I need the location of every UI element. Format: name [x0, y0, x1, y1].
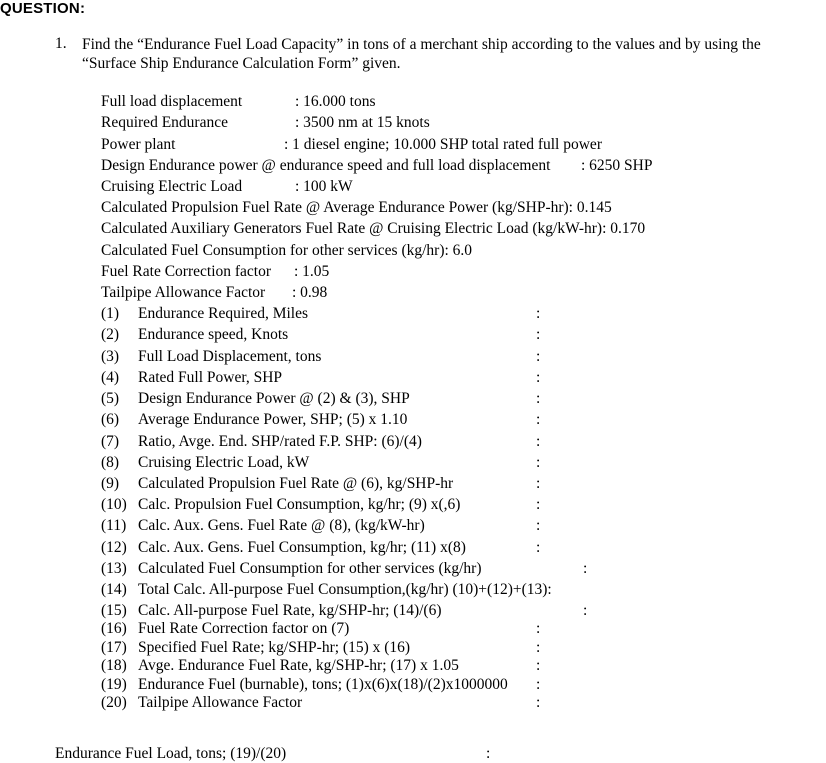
- step-colon: :: [536, 620, 541, 637]
- step-colon: :: [536, 454, 541, 471]
- step-colon: :: [536, 694, 541, 711]
- given-line: Calculated Propulsion Fuel Rate @ Average Endurance Power (kg/SHP-hr): 0.145: [101, 199, 612, 216]
- given-line: Calculated Fuel Consumption for other services (kg/hr): 6.0: [101, 242, 473, 259]
- step-text: Total Calc. All-purpose Fuel Consumption,(kg/hr) (10)+(12)+(13):: [138, 581, 552, 598]
- step-text: Specified Fuel Rate; kg/SHP-hr; (15) x (16): [138, 639, 411, 656]
- step-text: Calc. Aux. Gens. Fuel Consumption, kg/hr; (11) x(8): [138, 539, 466, 556]
- given-value: : 100 kW: [295, 178, 353, 195]
- step-number: (19): [101, 676, 127, 693]
- step-number: (20): [101, 694, 127, 711]
- step-number: (17): [101, 639, 127, 656]
- step-colon: :: [536, 390, 541, 407]
- final-text: Endurance Fuel Load, tons; (19)/(20): [55, 745, 287, 762]
- step-text: Endurance Required, Miles: [138, 305, 309, 322]
- given-label: Power plant: [101, 136, 176, 153]
- step-number: (3): [101, 348, 120, 365]
- given-label: Design Endurance power @ endurance speed and full load displacement: [101, 157, 551, 174]
- step-number: (4): [101, 369, 120, 386]
- step-number: (9): [101, 475, 120, 492]
- given-label: Fuel Rate Correction factor: [101, 263, 272, 280]
- question-text: Find the “Endurance Fuel Load Capacity” in tons of a merchant ship according to the values and by using the “Surface Ship Endurance Calculation Form” given.: [82, 36, 761, 72]
- step-colon: :: [536, 411, 541, 428]
- step-text: Rated Full Power, SHP: [138, 369, 283, 386]
- step-colon: :: [583, 560, 588, 577]
- step-number: (16): [101, 620, 127, 637]
- step-number: (6): [101, 411, 120, 428]
- given-value: : 0.98: [292, 284, 328, 301]
- step-colon: :: [536, 305, 541, 322]
- given-label: Full load displacement: [101, 93, 243, 110]
- step-text: Calc. All-purpose Fuel Rate, kg/SHP-hr; (14)/(6): [138, 602, 442, 619]
- step-colon: :: [536, 475, 541, 492]
- step-number: (2): [101, 326, 120, 343]
- step-number: (12): [101, 539, 127, 556]
- given-value: : 1 diesel engine; 10.000 SHP total rated full power: [284, 136, 602, 153]
- step-number: (1): [101, 305, 120, 322]
- step-text: Calculated Fuel Consumption for other services (kg/hr): [138, 560, 482, 577]
- step-text: Cruising Electric Load, kW: [138, 454, 310, 471]
- step-number: (11): [101, 517, 127, 534]
- step-text: Tailpipe Allowance Factor: [138, 694, 303, 711]
- step-number: (5): [101, 390, 120, 407]
- step-text: Average Endurance Power, SHP; (5) x 1.10: [138, 411, 408, 428]
- step-text: Avge. Endurance Fuel Rate, kg/SHP-hr; (17) x 1.05: [138, 657, 459, 674]
- step-colon: :: [536, 496, 541, 513]
- step-number: (8): [101, 454, 120, 471]
- step-colon: :: [536, 639, 541, 656]
- step-text: Calc. Propulsion Fuel Consumption, kg/hr; (9) x(,6): [138, 496, 461, 513]
- given-label: Required Endurance: [101, 114, 228, 131]
- step-colon: :: [536, 676, 541, 693]
- question-number: 1.: [55, 35, 67, 52]
- given-line: Calculated Auxiliary Generators Fuel Rate @ Cruising Electric Load (kg/kW-hr): 0.170: [101, 220, 646, 237]
- step-number: (18): [101, 657, 127, 674]
- step-number: (14): [101, 581, 127, 598]
- step-text: Design Endurance Power @ (2) & (3), SHP: [138, 390, 410, 407]
- given-value: : 1.05: [294, 263, 330, 280]
- given-value: : 16.000 tons: [295, 93, 376, 110]
- step-text: Ratio, Avge. End. SHP/rated F.P. SHP: (6)/(4): [138, 433, 422, 450]
- step-text: Calc. Aux. Gens. Fuel Rate @ (8), (kg/kW-hr): [138, 517, 425, 534]
- given-value: : 6250 SHP: [581, 157, 653, 174]
- step-colon: :: [536, 326, 541, 343]
- step-number: (7): [101, 433, 120, 450]
- step-text: Endurance speed, Knots: [138, 326, 289, 343]
- step-text: Endurance Fuel (burnable), tons; (1)x(6)x(18)/(2)x1000000: [138, 676, 508, 693]
- given-label: Tailpipe Allowance Factor: [101, 284, 266, 301]
- step-colon: :: [536, 433, 541, 450]
- question-heading: QUESTION:: [0, 0, 86, 17]
- final-colon: :: [486, 745, 491, 762]
- step-colon: :: [583, 602, 588, 619]
- given-label: Cruising Electric Load: [101, 178, 243, 195]
- step-colon: :: [536, 369, 541, 386]
- step-text: Full Load Displacement, tons: [138, 348, 322, 365]
- step-number: (13): [101, 560, 127, 577]
- step-text: Fuel Rate Correction factor on (7): [138, 620, 350, 637]
- step-colon: :: [536, 517, 541, 534]
- step-number: (10): [101, 496, 127, 513]
- step-colon: :: [536, 657, 541, 674]
- given-value: : 3500 nm at 15 knots: [295, 114, 430, 131]
- step-text: Calculated Propulsion Fuel Rate @ (6), kg/SHP-hr: [138, 475, 454, 492]
- step-colon: :: [536, 539, 541, 556]
- step-number: (15): [101, 602, 127, 619]
- step-colon: :: [536, 348, 541, 365]
